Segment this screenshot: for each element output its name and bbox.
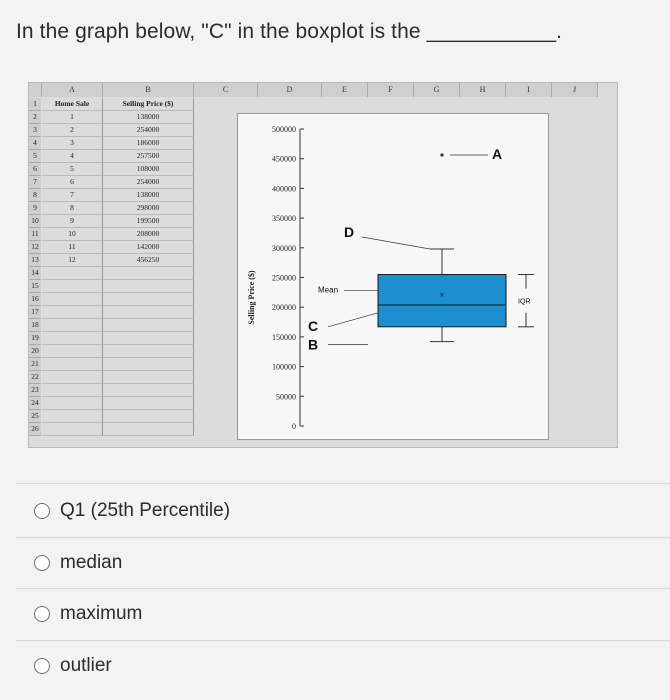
outlier-point (440, 153, 443, 156)
cell-home-sale: 3 (42, 137, 103, 150)
annotation-c: C (308, 317, 319, 334)
row-header: 20 (29, 345, 41, 358)
y-tick-label: 50000 (276, 392, 296, 402)
y-axis-label: Selling Price ($) (247, 270, 256, 325)
cell-empty (42, 384, 103, 397)
cell-empty (42, 345, 103, 358)
row-header: 8 (29, 189, 41, 202)
cell-home-sale: 6 (42, 176, 103, 189)
cell-home-sale: 4 (42, 150, 103, 163)
answer-option-1[interactable] (34, 500, 230, 522)
row-header: 17 (29, 306, 41, 319)
c-pointer (328, 313, 378, 327)
cell-selling-price: 138000 (103, 189, 194, 202)
column-header-J: J (552, 83, 598, 97)
y-tick-label: 100000 (272, 362, 296, 372)
row-header: 2 (29, 111, 41, 124)
row-header: 18 (29, 319, 41, 332)
cell-empty (103, 397, 194, 410)
row-header: 10 (29, 215, 41, 228)
row-header: 3 (29, 124, 41, 137)
column-header-I: I (506, 83, 552, 97)
row-header: 24 (29, 397, 41, 410)
cell-empty (103, 358, 194, 371)
answer-option-4[interactable] (34, 655, 112, 677)
cell-empty (103, 345, 194, 358)
y-tick-label: 500000 (272, 125, 296, 134)
divider (16, 640, 670, 641)
row-header: 16 (29, 293, 41, 306)
cell-empty (42, 280, 103, 293)
cell-empty (103, 319, 194, 332)
y-tick-label: 250000 (272, 273, 296, 283)
row-header: 13 (29, 254, 41, 267)
cell-selling-price: 142000 (103, 241, 194, 254)
row-header: 5 (29, 150, 41, 163)
cell-empty (42, 319, 103, 332)
y-tick-label: 0 (292, 422, 296, 431)
answer-label: outlier (60, 655, 112, 676)
y-tick-label: 400000 (272, 184, 296, 194)
cell-empty (103, 293, 194, 306)
cell-empty (42, 306, 103, 319)
column-header-G: G (414, 83, 460, 97)
corner-cell (29, 83, 42, 97)
row-header: 6 (29, 163, 41, 176)
column-header-A: A (42, 83, 103, 97)
cell-selling-price: 298000 (103, 202, 194, 215)
answer-option-2[interactable] (34, 552, 122, 574)
row-header: 23 (29, 384, 41, 397)
radio-button[interactable] (34, 606, 50, 622)
cell-selling-price: 254000 (103, 176, 194, 189)
column-header-H: H (460, 83, 506, 97)
column-header-C: C (194, 83, 258, 97)
row-header: 25 (29, 410, 41, 423)
cell-empty (103, 410, 194, 423)
cell-empty (103, 384, 194, 397)
cell-empty (42, 410, 103, 423)
cell-home-sale: 1 (42, 111, 103, 124)
mean-label: Mean (318, 285, 339, 295)
divider (16, 537, 670, 538)
annotation-d: D (344, 223, 355, 240)
row-header: 21 (29, 358, 41, 371)
question-text: In the graph below, "C" in the boxplot is the ___________. (16, 20, 563, 43)
row-header: 7 (29, 176, 41, 189)
boxplot-chart (237, 113, 549, 440)
radio-button[interactable] (34, 555, 50, 571)
radio-button[interactable] (34, 658, 50, 674)
cell-home-sale: 5 (42, 163, 103, 176)
cell-home-sale: 12 (42, 254, 103, 267)
cell-home-sale: 2 (42, 124, 103, 137)
cell-home-sale: 8 (42, 202, 103, 215)
y-tick-label: 300000 (272, 243, 296, 253)
cell-empty (42, 397, 103, 410)
y-tick-label: 200000 (272, 303, 296, 313)
cell-selling-price: 254000 (103, 124, 194, 137)
cell-empty (103, 267, 194, 280)
row-header: 9 (29, 202, 41, 215)
cell-home-sale: 9 (42, 215, 103, 228)
iqr-box (378, 275, 506, 327)
cell-empty (42, 267, 103, 280)
row-header: 4 (29, 137, 41, 150)
cell-empty (42, 358, 103, 371)
y-tick-label: 150000 (272, 332, 296, 342)
divider (16, 588, 670, 589)
column-header-B: B (103, 83, 194, 97)
cell-selling-price: 186000 (103, 137, 194, 150)
answer-label: median (60, 552, 123, 573)
header-selling-price: Selling Price ($) (103, 98, 194, 111)
cell-selling-price: 257500 (103, 150, 194, 163)
cell-home-sale: 7 (42, 189, 103, 202)
cell-selling-price: 456250 (103, 254, 194, 267)
cell-selling-price: 199500 (103, 215, 194, 228)
y-tick-label: 350000 (272, 214, 296, 224)
header-home-sale: Home Sale (42, 98, 103, 111)
radio-button[interactable] (34, 503, 50, 519)
cell-selling-price: 208000 (103, 228, 194, 241)
cell-empty (103, 371, 194, 384)
column-header-F: F (368, 83, 414, 97)
row-header: 12 (29, 241, 41, 254)
row-header: 14 (29, 267, 41, 280)
iqr-label: IQR (518, 298, 531, 306)
row-header: 11 (29, 228, 41, 241)
row-header: 19 (29, 332, 41, 345)
column-header-D: D (258, 83, 322, 97)
spreadsheet-image (28, 82, 618, 448)
cell-empty (103, 332, 194, 345)
cell-home-sale: 10 (42, 228, 103, 241)
annotation-a: A (492, 145, 503, 162)
row-header: 15 (29, 280, 41, 293)
cell-empty (42, 293, 103, 306)
row-header: 26 (29, 423, 41, 436)
y-tick-label: 450000 (272, 154, 296, 164)
row-header: 22 (29, 371, 41, 384)
boxplot-svg (238, 114, 548, 439)
row-header: 1 (29, 98, 41, 111)
cell-empty (42, 423, 103, 436)
answer-option-3[interactable] (34, 603, 142, 625)
cell-empty (42, 371, 103, 384)
mean-marker: × (439, 290, 445, 300)
column-header-E: E (322, 83, 368, 97)
cell-empty (103, 280, 194, 293)
annotation-b: B (308, 336, 319, 353)
cell-selling-price: 138000 (103, 111, 194, 124)
cell-empty (103, 423, 194, 436)
cell-home-sale: 11 (42, 241, 103, 254)
d-pointer (362, 237, 430, 249)
cell-selling-price: 108000 (103, 163, 194, 176)
cell-empty (42, 332, 103, 345)
divider (16, 483, 670, 484)
answer-label: maximum (60, 603, 143, 624)
cell-empty (103, 306, 194, 319)
answer-label: Q1 (25th Percentile) (60, 500, 231, 521)
